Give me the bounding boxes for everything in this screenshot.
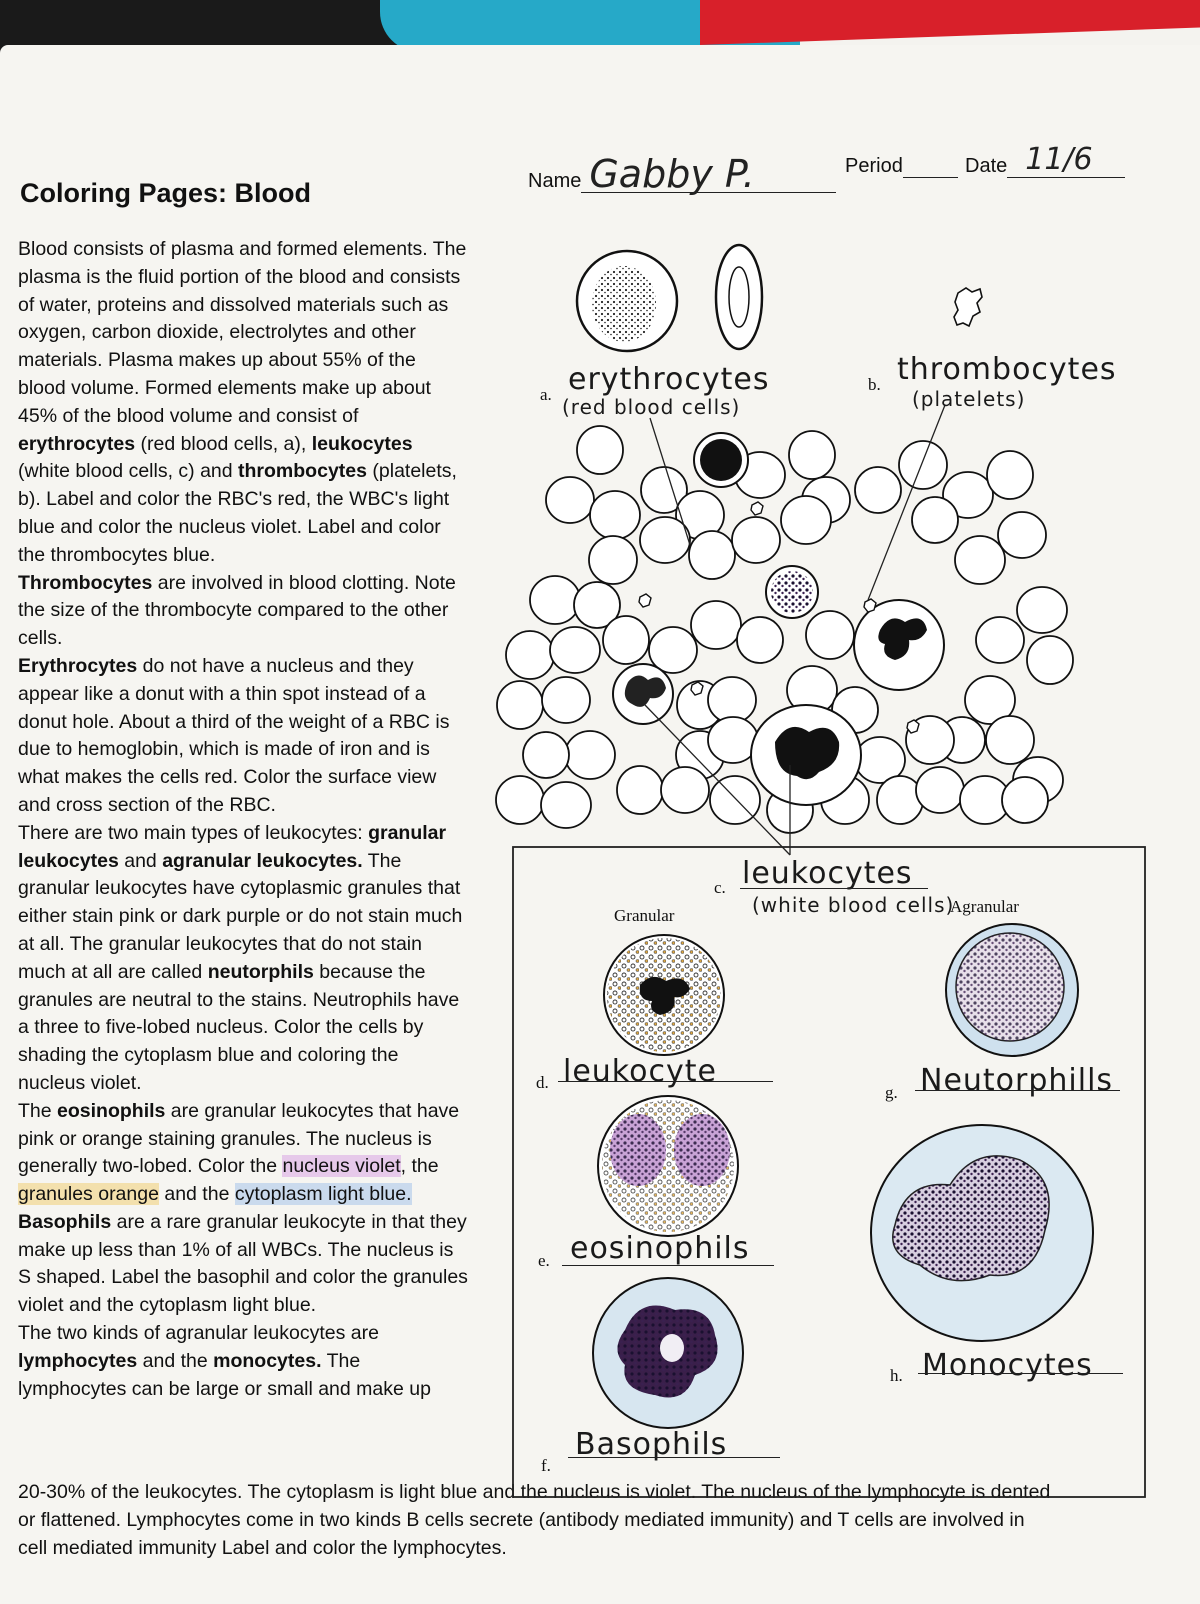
rbc-outline	[976, 617, 1024, 663]
platelet-smear-5	[864, 599, 876, 612]
text-run: The lymphocytes can be large or small and make up	[18, 1349, 431, 1400]
label-granular: Granular	[614, 906, 675, 925]
rbc-outline	[1017, 587, 1067, 633]
key-term: granular leukocytes	[18, 821, 447, 872]
key-term: leukocytes	[311, 432, 413, 455]
label-b-answer: thrombocytes	[897, 352, 1117, 387]
key-term: eosinophils	[57, 1099, 166, 1122]
label-g-answer: Neutorphills	[920, 1063, 1114, 1098]
key-term: neutorphils	[207, 960, 314, 983]
rbc-outline	[542, 677, 590, 723]
label-a-letter: a.	[540, 385, 552, 404]
text-run: because the granules are neutral to the stains. Neutrophils have a three to five-lobed nucleus. Color the cells by shading the cytoplasm blue and coloring the nucleus violet.	[18, 960, 460, 1094]
rbc-outline	[732, 517, 780, 563]
page-title: Coloring Pages: Blood	[20, 178, 312, 208]
label-e-letter: e.	[538, 1251, 550, 1270]
rbc-outline	[496, 776, 544, 824]
label-g-line	[915, 1090, 1120, 1091]
rbc-outline	[912, 497, 958, 543]
rbc-outline	[689, 531, 735, 579]
rbc-outline	[546, 477, 594, 523]
rbc-outline	[986, 716, 1034, 764]
label-b-letter: b.	[868, 375, 881, 394]
lymphocyte-nucleus	[700, 439, 742, 481]
platelet-smear-3	[691, 682, 703, 695]
text-run: are involved in blood clotting. Note the size of the thrombocyte compared to the other cells.	[18, 571, 456, 650]
text-run: are a rare granular leukocyte in that they make up less than 1% of all WBCs. The nucleus is S shaped. Label the basophil and color the granules violet and the cytoplasm light blue.	[18, 1210, 468, 1317]
label-e-answer: eosinophils	[570, 1231, 750, 1266]
rbc-surface-view	[577, 251, 677, 351]
rbc-outline	[691, 601, 741, 649]
key-term: Erythrocytes	[18, 654, 138, 677]
label-f-letter: f.	[541, 1456, 551, 1475]
rbc-outline	[806, 611, 854, 659]
text-run: There are two main types of leukocytes:	[18, 821, 369, 844]
thrombocyte-sample	[954, 288, 982, 326]
date-value: 11/6	[1025, 142, 1093, 177]
label-agranular: Agranular	[950, 897, 1019, 916]
text-run: and the	[158, 1183, 235, 1206]
key-term: erythrocytes	[18, 432, 136, 455]
period-label: Period	[845, 155, 903, 177]
name-value: Gabby P.	[589, 152, 755, 196]
rbc-outline	[916, 767, 964, 813]
label-c-letter: c.	[714, 878, 726, 897]
cell-e-drawing	[598, 1096, 738, 1236]
cell-d-drawing	[604, 935, 724, 1055]
text-run: cytoplasm light blue.	[234, 1183, 412, 1206]
text-run: The	[18, 1099, 58, 1122]
label-f-line	[568, 1457, 780, 1458]
text-run: (platelets, b). Label and color the RBC's red, the WBC's light blue and color the nucleus violet. Label and color the thrombocytes blue.	[18, 460, 457, 566]
key-term: Thrombocytes	[18, 571, 153, 594]
key-term: Basophils	[18, 1210, 112, 1233]
rbc-outline	[998, 512, 1046, 558]
key-term: monocytes.	[213, 1349, 322, 1372]
rbc-outline	[1002, 777, 1048, 823]
rbc-cross-section	[716, 245, 762, 349]
label-d-line	[558, 1081, 773, 1082]
rbc-outline	[899, 441, 947, 489]
rbc-outline	[789, 431, 835, 479]
cell-h-drawing	[871, 1125, 1093, 1341]
label-d-letter: d.	[536, 1073, 549, 1092]
rbc-outline	[523, 732, 569, 778]
continued-line-3: cell mediated immunity Label and color the lymphocytes.	[18, 1537, 507, 1559]
rbc-outline	[565, 731, 615, 779]
label-c-line	[740, 888, 928, 889]
text-run: nucleus violet	[282, 1155, 401, 1178]
name-label: Name	[528, 170, 582, 192]
rbc-outline	[603, 616, 649, 664]
rbc-outline	[497, 681, 543, 729]
label-a-answer: erythrocytes	[568, 362, 770, 397]
cell-f-drawing	[593, 1278, 743, 1428]
label-d-answer: leukocyte	[563, 1054, 717, 1089]
rbc-outline	[550, 627, 600, 673]
rbc-outline	[530, 576, 580, 624]
label-f-answer: Basophils	[575, 1427, 728, 1462]
label-g-letter: g.	[885, 1083, 898, 1102]
cell-g-drawing	[946, 924, 1078, 1056]
rbc-outline	[617, 766, 663, 814]
rbc-outline	[855, 467, 901, 513]
text-run: and the	[137, 1349, 214, 1372]
text-run: Blood consists of plasma and formed elements. The plasma is the fluid portion of the blood and consists of water, proteins and dissolved materials such as oxygen, carbon dioxide, electrolytes and other materials. Plasma makes up about 55% of the blood volume. Formed elements make up about 45% of the blood volume and consist of	[18, 238, 467, 427]
rbc-outline	[589, 536, 637, 584]
text-run: granules orange	[18, 1183, 159, 1206]
rbc-outline	[708, 677, 756, 723]
label-c-answer: leukocytes	[742, 856, 913, 891]
date-label: Date	[965, 155, 1008, 177]
rbc-outline	[590, 491, 640, 539]
rbc-outline	[737, 617, 783, 663]
label-h-letter: h.	[890, 1366, 903, 1385]
rbc-outline	[1027, 636, 1073, 684]
key-term: thrombocytes	[238, 460, 367, 483]
label-c-note: (white blood cells)	[752, 893, 955, 917]
text-run: , the	[400, 1155, 439, 1178]
rbc-outline	[987, 451, 1033, 499]
text-run: are granular leukocytes that have pink or orange staining granules. The nucleus is generally two-lobed. Color the	[18, 1099, 460, 1178]
text-run: (red blood cells, a),	[135, 432, 312, 455]
label-e-line	[562, 1265, 774, 1266]
label-b-note: (platelets)	[912, 387, 1026, 411]
text-run: The granular leukocytes have cytoplasmic granules that either stain pink or dark purple or do not stain much at all. The granular leukocytes that do not stain much at all are called	[18, 849, 463, 983]
label-a-note: (red blood cells)	[562, 395, 741, 419]
rbc-outline	[955, 536, 1005, 584]
rbc-outline	[781, 496, 831, 544]
platelet-smear-4	[907, 720, 919, 733]
text-run: (white blood cells, c) and	[18, 460, 239, 483]
rbc-outline	[577, 426, 623, 474]
rbc-outline	[506, 631, 554, 679]
text-run: and	[118, 849, 163, 872]
key-term: agranular leukocytes.	[162, 849, 363, 872]
platelet-smear-1	[639, 594, 651, 607]
platelet-smear-2	[751, 502, 763, 515]
continued-line-2: or flattened. Lymphocytes come in two kinds B cells secrete (antibody mediated immunity) and T cells are involved in	[18, 1509, 1025, 1531]
label-h-line	[918, 1373, 1123, 1374]
text-run: do not have a nucleus and they appear like a donut with a thin spot instead of a donut hole. About a third of the weight of a RBC is due to hemoglobin, which is made of iron and is what makes the cells red. Color the surface view and cross section of the RBC.	[18, 654, 450, 816]
rbc-outline	[661, 767, 709, 813]
key-term: lymphocytes	[18, 1349, 138, 1372]
text-run: The two kinds of agranular leukocytes are	[18, 1322, 379, 1345]
continued-line-1: 20-30% of the leukocytes. The cytoplasm is light blue and the nucleus is violet. The nucleus of the lymphocyte is dented	[18, 1481, 1051, 1503]
label-h-answer: Monocytes	[922, 1348, 1093, 1383]
rbc-outline	[541, 782, 591, 828]
rbc-outline	[640, 517, 690, 563]
basophil-granules	[771, 571, 813, 613]
